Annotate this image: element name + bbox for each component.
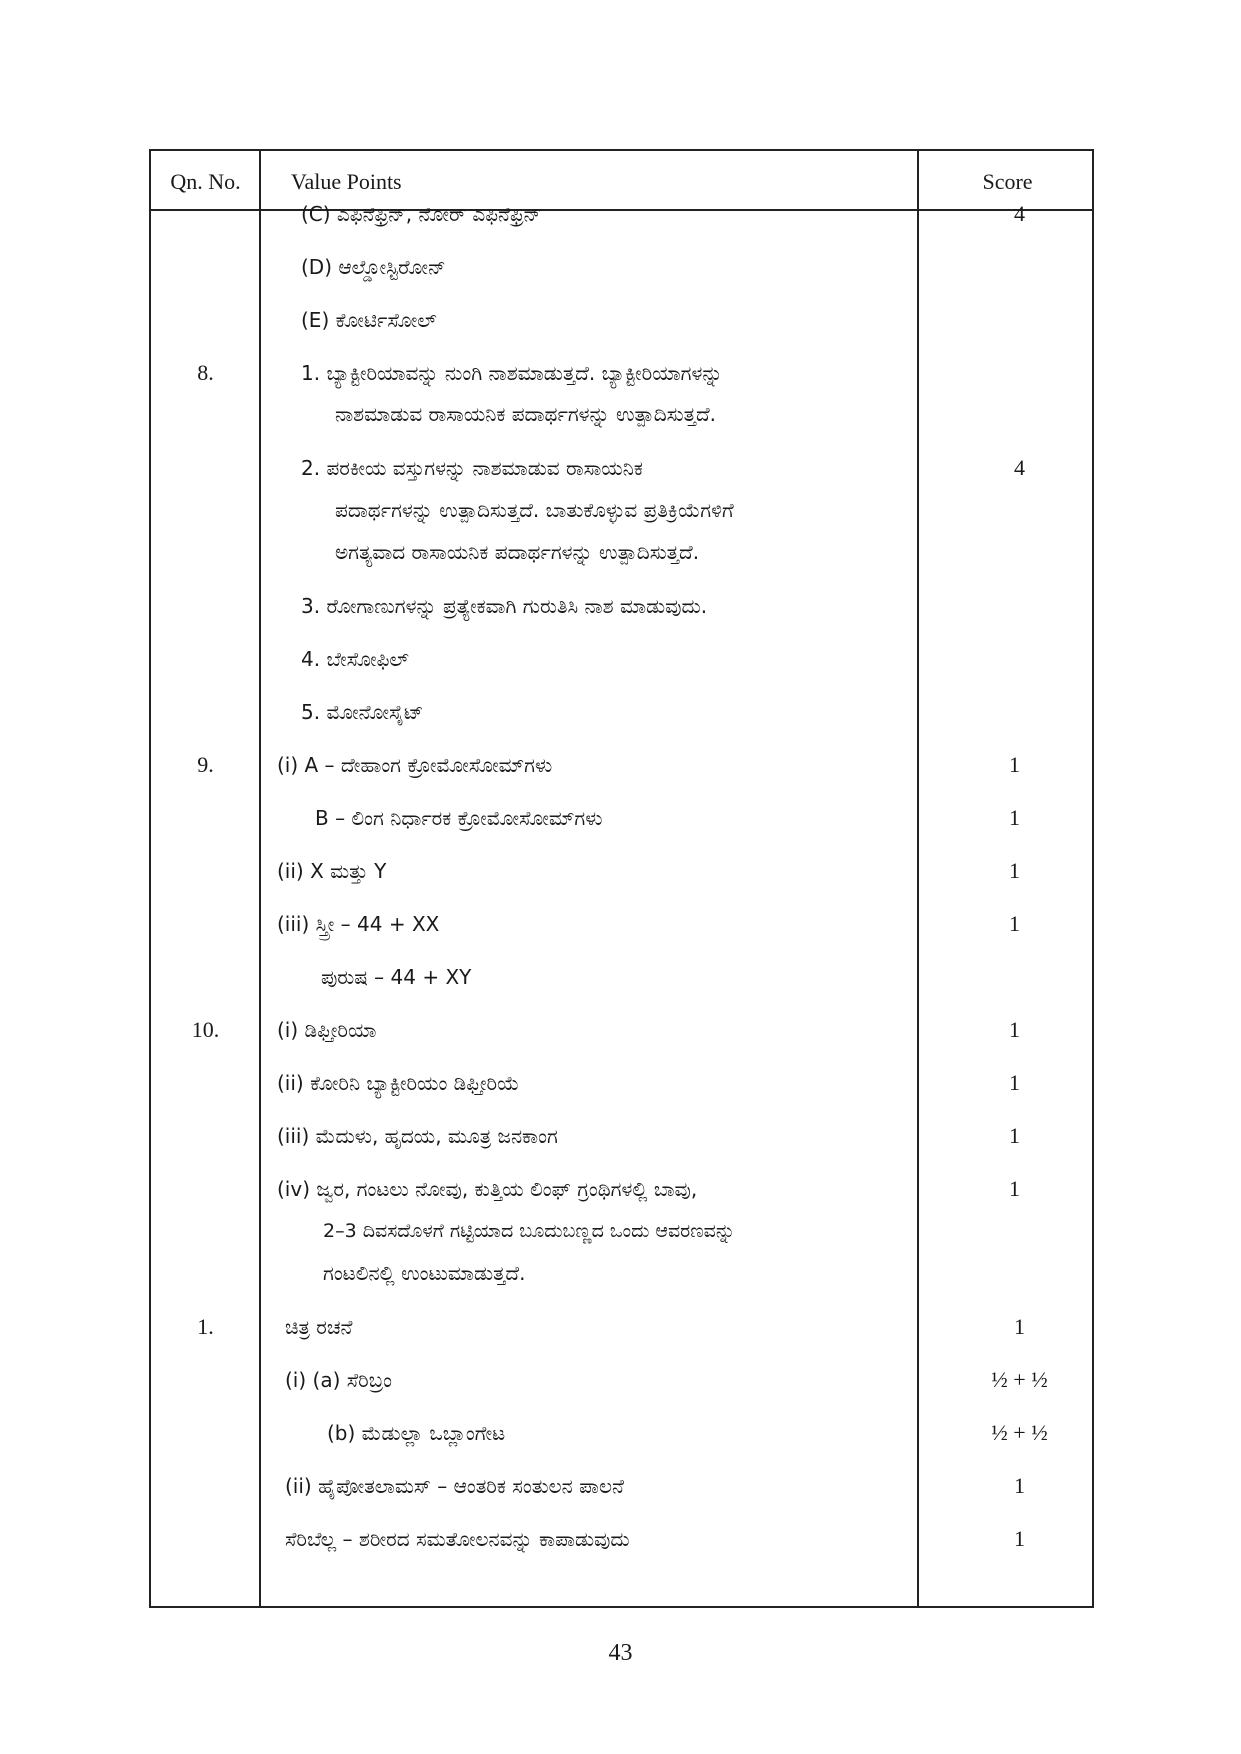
value-point: ಅಗತ್ಯವಾದ ರಾಸಾಯನಿಕ ಪದಾರ್ಥಗಳನ್ನು ಉತ್ಪಾದಿಸುತ್ತದೆ. (335, 540, 700, 564)
value-point: ಸೆರಿಬೆಲ್ಲ – ಶರೀರದ ಸಮತೋಲನವನ್ನು ಕಾಪಾಡುವುದು (285, 1527, 630, 1551)
value-point: (i) ಡಿಫ್ತೀರಿಯಾ (277, 1018, 377, 1042)
question-number: 8. (197, 360, 214, 385)
value-point: (i) (a) ಸೆರಿಬ್ರಂ (285, 1368, 392, 1392)
question-number: 9. (197, 752, 214, 777)
score: 1 (1009, 858, 1020, 883)
value-point: 2. ಪರಕೀಯ ವಸ್ತುಗಳನ್ನು ನಾಶಮಾಡುವ ರಾಸಾಯನಿಕ (301, 456, 643, 480)
question-number: 1. (197, 1314, 214, 1339)
value-point: 1. ಬ್ಯಾಕ್ಟೀರಿಯಾವನ್ನು ನುಂಗಿ ನಾಶಮಾಡುತ್ತದೆ. ಬ್ಯಾಕ್ಟೀರಿಯಾಗಳನ್ನು (301, 361, 723, 385)
value-point: (iii) ಸ್ತ್ರೀ – 44 + XX (277, 912, 440, 936)
score: 4 (1014, 201, 1025, 226)
value-point: (iii) ಮೆದುಳು, ಹೃದಯ, ಮೂತ್ರ ಜನಕಾಂಗ (277, 1124, 558, 1148)
answer-key-table (149, 149, 1094, 1608)
value-point: 5. ಮೋನೋಸೈಟ್ (301, 700, 424, 724)
value-point: (C) ಎಫಿನೆಫ್ರಿನ್, ನೋರ್ ಎಫಿನೆಫ್ರಿನ್ (301, 202, 542, 226)
score: 1 (1009, 1070, 1020, 1095)
score: ½ + ½ (991, 1420, 1048, 1445)
value-point: (E) ಕೋರ್ಟಿಸೋಲ್ (301, 308, 437, 332)
question-number: 10. (191, 1017, 220, 1042)
score: 1 (1009, 805, 1020, 830)
value-point: (iv) ಜ್ವರ, ಗಂಟಲು ನೋವು, ಕುತ್ತಿಯ ಲಿಂಫ್ ಗ್ರಂಥಿಗಳಲ್ಲಿ ಬಾವು, (277, 1177, 698, 1201)
column-divider (917, 151, 919, 1606)
value-point: (b) ಮೆಡುಲ್ಲಾ ಒಬ್ಲಾಂಗೇಟ (327, 1421, 506, 1445)
header-score: Score (982, 169, 1033, 194)
header-value-points: Value Points (291, 169, 402, 194)
value-point: B – ಲಿಂಗ ನಿರ್ಧಾರಕ ಕ್ರೋಮೋಸೋಮ್‌ಗಳು (315, 806, 603, 830)
page-number: 43 (608, 1640, 633, 1666)
value-point: 3. ರೋಗಾಣುಗಳನ್ನು ಪ್ರತ್ಯೇಕವಾಗಿ ಗುರುತಿಸಿ ನಾಶ ಮಾಡುವುದು. (301, 594, 708, 618)
score: 1 (1014, 1526, 1025, 1551)
score: 1 (1009, 1123, 1020, 1148)
score: 1 (1009, 752, 1020, 777)
score: ½ + ½ (991, 1367, 1048, 1392)
score: 1 (1014, 1314, 1025, 1339)
value-point: ಪದಾರ್ಥಗಳನ್ನು ಉತ್ಪಾದಿಸುತ್ತದೆ. ಬಾತುಕೊಳ್ಳುವ ಪ್ರತಿಕ್ರಿಯೆಗಳಿಗೆ (335, 498, 734, 522)
score: 4 (1014, 455, 1025, 480)
value-point: 4. ಬೇಸೋಫಿಲ್ (301, 647, 409, 671)
value-point: (ii) ಹೈಪೋತಲಾಮಸ್ – ಆಂತರಿಕ ಸಂತುಲನ ಪಾಲನೆ (285, 1474, 624, 1498)
value-point: (ii) ಕೋರಿನಿ ಬ್ಯಾಕ್ಟೀರಿಯಂ ಡಿಫ್ತೀರಿಯೆ (277, 1071, 520, 1095)
value-point: 2–3 ದಿವಸದೊಳಗೆ ಗಟ್ಟಿಯಾದ ಬೂದುಬಣ್ಣದ ಒಂದು ಆವರಣವನ್ನು (323, 1220, 736, 1242)
score: 1 (1009, 1176, 1020, 1201)
score: 1 (1014, 1473, 1025, 1498)
value-point: (ii) X ಮತ್ತು Y (277, 859, 387, 883)
value-point: ಚಿತ್ರ ರಚನೆ (285, 1315, 353, 1339)
score: 1 (1009, 1017, 1020, 1042)
value-point: ಪುರುಷ – 44 + XY (321, 965, 472, 989)
header-qn: Qn. No. (170, 169, 241, 194)
value-point: ಗಂಟಲಿನಲ್ಲಿ ಉಂಟುಮಾಡುತ್ತದೆ. (323, 1261, 526, 1285)
value-point: (D) ಆಲ್ಡೋಸ್ಟಿರೋನ್ (301, 255, 446, 279)
score: 1 (1009, 911, 1020, 936)
value-point: ನಾಶಮಾಡುವ ರಾಸಾಯನಿಕ ಪದಾರ್ಥಗಳನ್ನು ಉತ್ಪಾದಿಸುತ್ತದೆ. (335, 402, 717, 426)
value-point: (i) A – ದೇಹಾಂಗ ಕ್ರೋಮೋಸೋಮ್‌ಗಳು (277, 753, 553, 777)
